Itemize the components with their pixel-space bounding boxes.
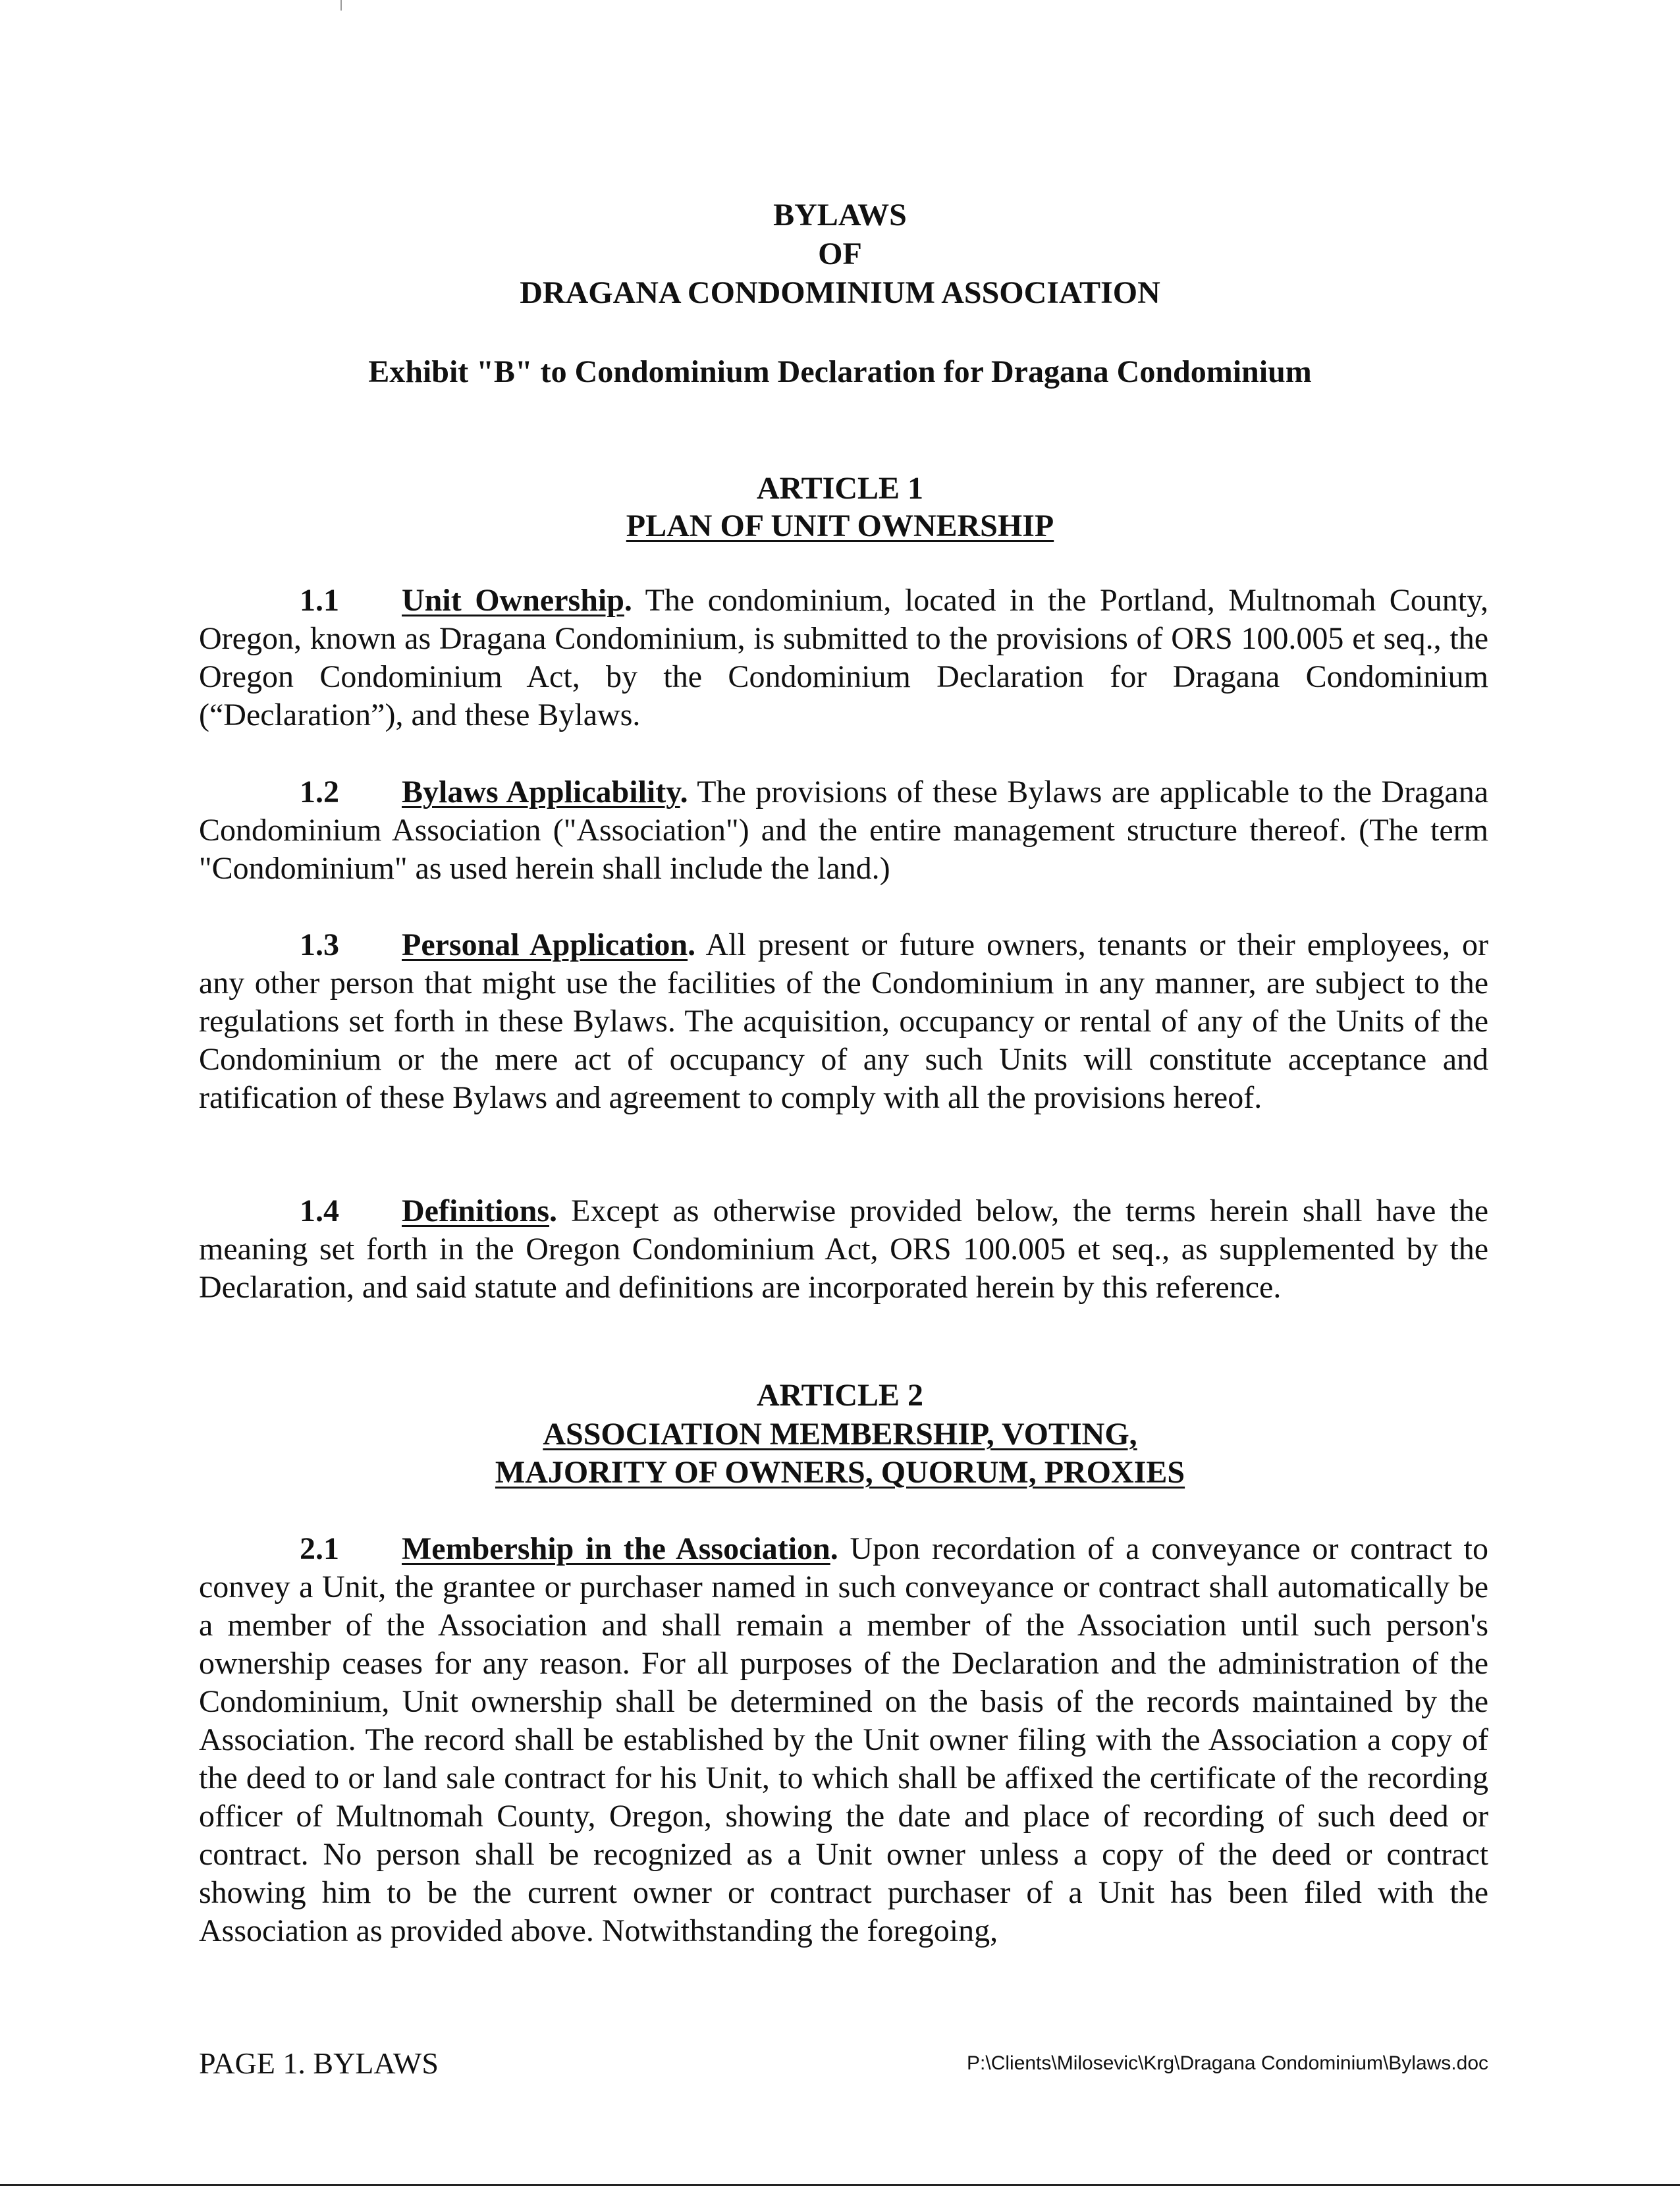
scan-edge-line	[0, 2184, 1680, 2186]
section-number: 1.2	[300, 775, 339, 809]
section-1-2: 1.2 Bylaws Applicability. The provisions of these Bylaws are applicable to the Dragana Condominium Association ("Association") and the entire management structure thereof. (The term "Condominium" as used herein shall include the land.)	[199, 775, 1488, 886]
title-line-2: OF	[818, 236, 862, 271]
page-footer-label: PAGE 1. BYLAWS	[199, 2046, 439, 2080]
section-text: The condominium, located in the Portland, Multnomah County, Oregon, known as Dragana Condominium, is submitted to the provisions of ORS 100.005 et seq., the Oregon Condominium Act, by the Condominium Declaration for Dragana Condominium (“Declaration”), and these Bylaws.	[199, 583, 1488, 732]
article-2-title-text-1: ASSOCIATION MEMBERSHIP, VOTING,	[543, 1417, 1137, 1452]
title-line-1: BYLAWS	[773, 198, 907, 232]
article-2-title-line-2	[0, 1454, 1680, 1492]
article-2-title-text-2: MAJORITY OF OWNERS, QUORUM, PROXIES	[495, 1455, 1185, 1490]
section-1-1: 1.1 Unit Ownership. The condominium, located in the Portland, Multnomah County, Oregon, known as Dragana Condominium, is submitted to the provisions of ORS 100.005 et seq., the Oregon Condominium Act, by the Condominium Declaration for Dragana Condominium (“Declaration”), and these Bylaws.	[199, 583, 1488, 732]
article-1-title-text: PLAN OF UNIT OWNERSHIP	[626, 508, 1054, 543]
article-2-title-line-1	[0, 1415, 1680, 1454]
section-title: Definitions	[402, 1193, 550, 1228]
article-1-title	[0, 507, 1680, 545]
section-number: 1.3	[300, 927, 339, 962]
section-title: Membership in the Association	[402, 1531, 830, 1566]
section-1-3: 1.3 Personal Application. All present or future owners, tenants or their employees, or any other person that might use the facilities of the Condominium in any manner, are subject to the regulations set forth in these Bylaws. The acquisition, occupancy or rental of any of the Units of the Condominium or the mere act of occupancy of any such Units will constitute acceptance and ratification of these Bylaws and agreement to comply with all the provisions hereof.	[199, 927, 1488, 1115]
section-number: 1.4	[300, 1193, 339, 1228]
section-2-1: 2.1 Membership in the Association. Upon recordation of a conveyance or contract to convey a Unit, the grantee or purchaser named in such conveyance or contract shall automatically be a member of the Association and shall remain a member of the Association until such person's ownership ceases for any reason. For all purposes of the Declaration and the administration of the Condominium, Unit ownership shall be determined on the basis of the records maintained by the Association. The record shall be established by the Unit owner filing with the Association a copy of the deed to or land sale contract for his Unit, to which shall be affixed the certificate of the recording officer of Multnomah County, Oregon, showing the date and place of recording of such deed or contract. No person shall be recognized as a Unit owner unless a copy of the deed or contract showing him to be the current owner or contract purchaser of a Unit has been filed with the Association as provided above. Notwithstanding the foregoing,	[199, 1531, 1488, 1948]
section-number: 1.1	[300, 583, 339, 618]
file-path: P:\Clients\Milosevic\Krg\Dragana Condominium\Bylaws.doc	[967, 2052, 1488, 2074]
section-title: Bylaws Applicability	[402, 775, 680, 809]
section-text: Upon recordation of a conveyance or contract to convey a Unit, the grantee or purchaser named in such conveyance or contract shall automatically be a member of the Association and shall remain a member of the Association until such person's ownership ceases for any reason. For all purposes of the Declaration and the administration of the Condominium, Unit ownership shall be determined on the basis of the records maintained by the Association. The record shall be established by the Unit owner filing with the Association a copy of the deed to or land sale contract for his Unit, to which shall be affixed the certificate of the recording officer of Multnomah County, Oregon, showing the date and place of recording of such deed or contract. No person shall be recognized as a Unit owner unless a copy of the deed or contract showing him to be the current owner or contract purchaser of a Unit has been filed with the Association as provided above. Notwithstanding the foregoing,	[199, 1531, 1488, 1948]
article-2-heading: ARTICLE 2	[756, 1378, 924, 1413]
title-line-3: DRAGANA CONDOMINIUM ASSOCIATION	[520, 275, 1160, 310]
article-1-heading: ARTICLE 1	[756, 471, 924, 506]
section-text: All present or future owners, tenants or their employees, or any other person that might use the facilities of the Condominium in any manner, are subject to the regulations set forth in these Bylaws. The acquisition, occupancy or rental of any of the Units of the Condominium or the mere act of occupancy of any such Units will constitute acceptance and ratification of these Bylaws and agreement to comply with all the provisions hereof.	[199, 927, 1488, 1115]
exhibit-subtitle: Exhibit "B" to Condominium Declaration for Dragana Condominium	[368, 354, 1312, 389]
section-number: 2.1	[300, 1531, 339, 1566]
section-text: Except as otherwise provided below, the terms herein shall have the meaning set forth in the Oregon Condominium Act, ORS 100.005 et seq., as supplemented by the Declaration, and said statute and definitions are incorporated herein by this reference.	[199, 1193, 1488, 1305]
section-1-4: 1.4 Definitions. Except as otherwise provided below, the terms herein shall have the meaning set forth in the Oregon Condominium Act, ORS 100.005 et seq., as supplemented by the Declaration, and said statute and definitions are incorporated herein by this reference.	[199, 1193, 1488, 1305]
scan-mark	[340, 0, 342, 11]
section-text: The provisions of these Bylaws are applicable to the Dragana Condominium Association ("Association") and the entire management structure thereof. (The term "Condominium" as used herein shall include the land.)	[199, 775, 1488, 886]
section-title: Personal Application	[402, 927, 688, 962]
section-title: Unit Ownership	[402, 583, 624, 618]
